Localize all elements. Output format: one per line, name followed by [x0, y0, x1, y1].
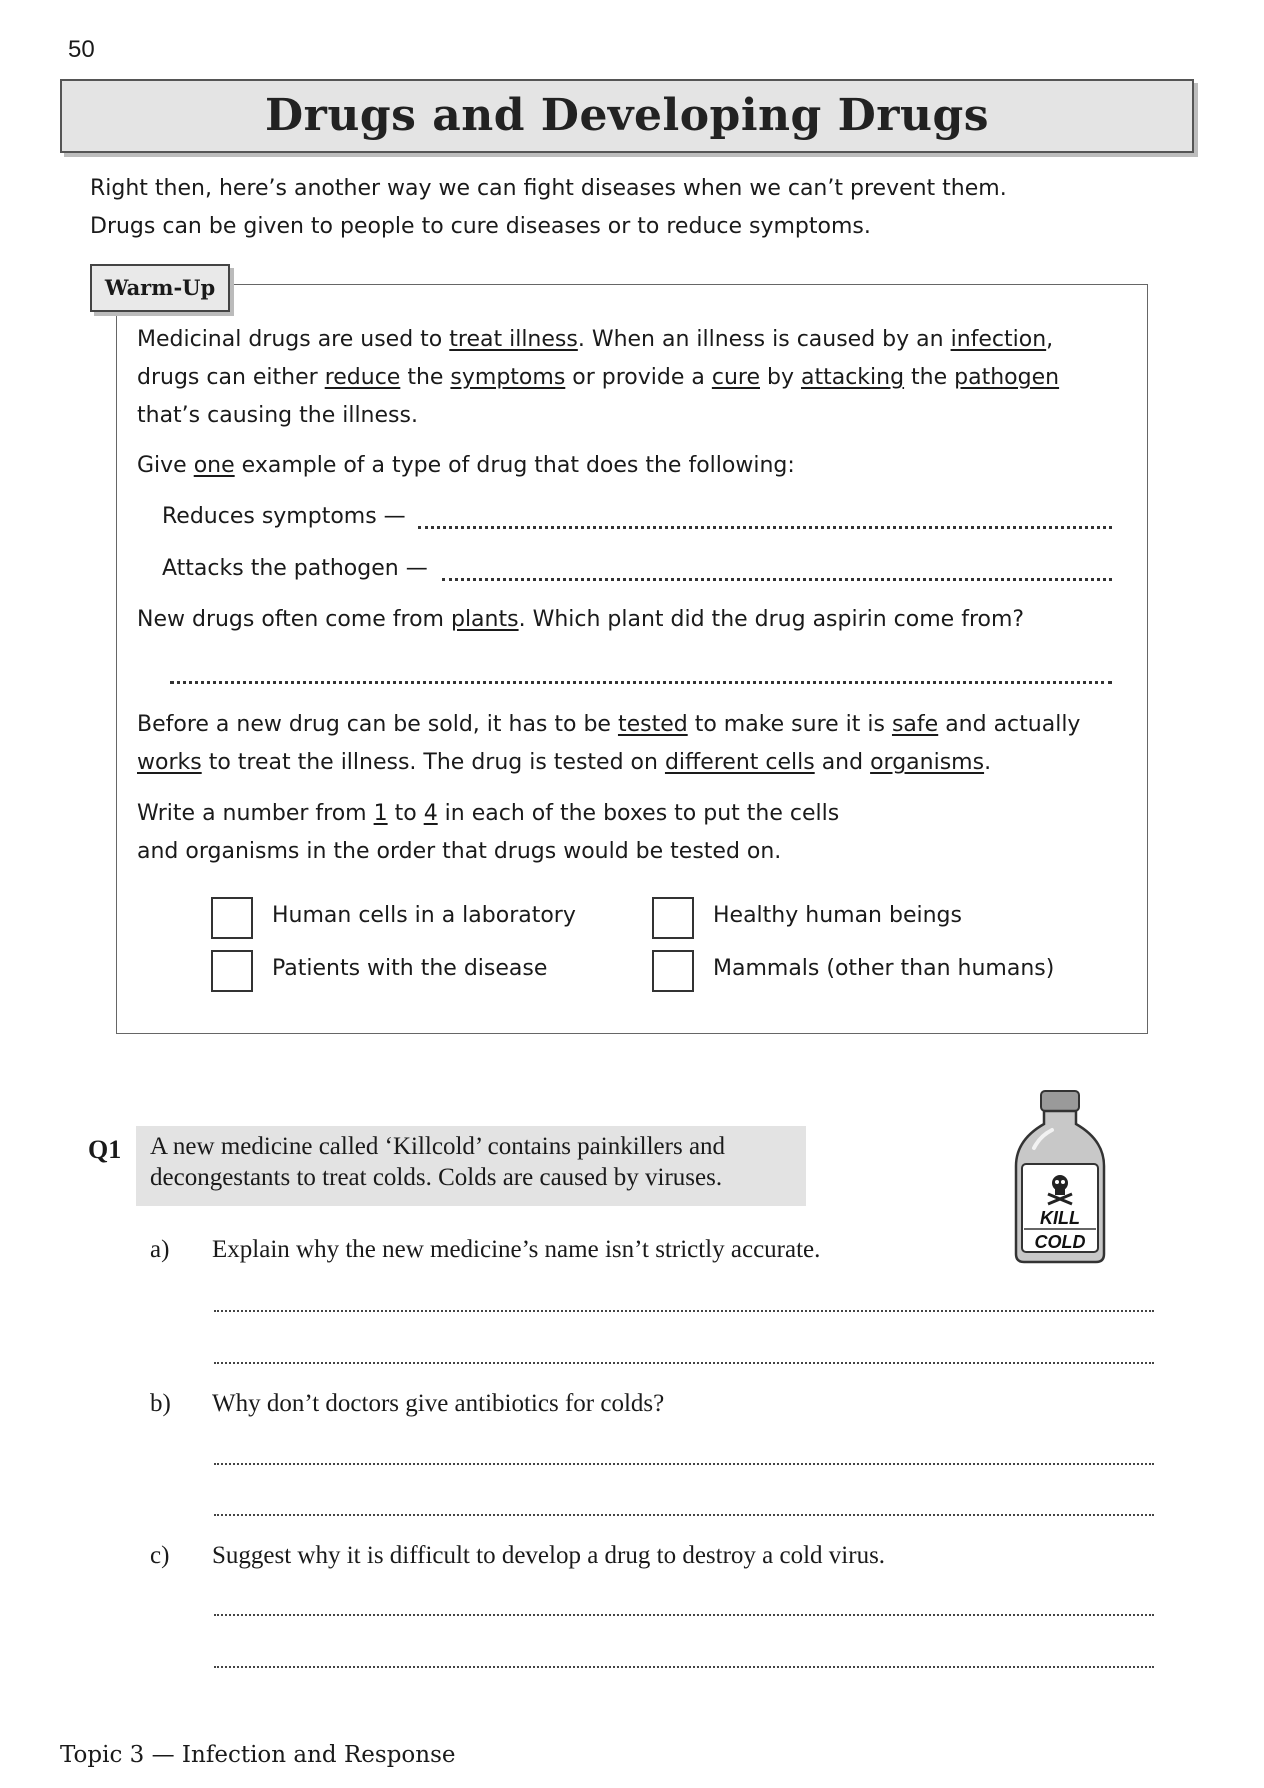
intro-line-2: Drugs can be given to people to cure diseases or to reduce symptoms. [90, 214, 871, 239]
aspirin-answer-line[interactable] [170, 681, 1112, 684]
warmup-text-line: Write a number from 1 to 4 in each of the boxes to put the cells [137, 801, 840, 826]
bottle-label-cold: COLD [1034, 1232, 1086, 1252]
order-box-patients[interactable] [211, 950, 253, 992]
warmup-text-line: drugs can either reduce the symptoms or provide a cure by attacking the pathogen [137, 365, 1060, 390]
part-c-label: c) [150, 1542, 170, 1569]
warmup-text-line: Medicinal drugs are used to treat illness. When an illness is caused by an infection, [137, 327, 1054, 352]
page-title: Drugs and Developing Drugs [265, 90, 989, 141]
warmup-box [116, 284, 1148, 1034]
order-box-mammals[interactable] [652, 950, 694, 992]
part-a-label: a) [150, 1236, 170, 1263]
part-a-answer-line-1[interactable] [214, 1310, 1154, 1312]
order-box-healthy-humans[interactable] [652, 897, 694, 939]
reduces-symptoms-answer-line[interactable] [418, 526, 1112, 529]
attacks-pathogen-label: Attacks the pathogen — [162, 556, 428, 581]
option-human-cells: Human cells in a laboratory [272, 903, 576, 928]
question-stem-line-1: A new medicine called ‘Killcold’ contains painkillers and [150, 1133, 726, 1160]
warmup-text-line: Before a new drug can be sold, it has to be tested to make sure it is safe and actually [137, 712, 1081, 737]
warmup-text-line: works to treat the illness. The drug is tested on different cells and organisms. [137, 750, 992, 775]
part-a-question: Explain why the new medicine’s name isn’t strictly accurate. [212, 1236, 821, 1263]
plants-question: New drugs often come from plants. Which plant did the drug aspirin come from? [137, 607, 1025, 632]
title-banner [60, 79, 1194, 153]
part-b-answer-line-1[interactable] [214, 1463, 1154, 1465]
question-number: Q1 [88, 1135, 122, 1164]
warmup-text-line: that’s causing the illness. [137, 403, 418, 428]
killcold-bottle-illustration [1010, 1088, 1110, 1268]
warmup-prompt: Give one example of a type of drug that does the following: [137, 453, 795, 478]
part-c-answer-line-1[interactable] [214, 1614, 1154, 1616]
question-stem-line-2: decongestants to treat colds. Colds are caused by viruses. [150, 1164, 723, 1191]
intro-line-1: Right then, here’s another way we can fight diseases when we can’t prevent them. [90, 176, 1007, 201]
warmup-text-line: and organisms in the order that drugs would be tested on. [137, 839, 782, 864]
option-patients: Patients with the disease [272, 956, 548, 981]
reduces-symptoms-label: Reduces symptoms — [162, 504, 406, 529]
option-healthy-humans: Healthy human beings [713, 903, 962, 928]
part-c-question: Suggest why it is difficult to develop a drug to destroy a cold virus. [212, 1542, 886, 1569]
part-b-label: b) [150, 1390, 171, 1417]
part-a-answer-line-2[interactable] [214, 1362, 1154, 1364]
part-c-answer-line-2[interactable] [214, 1666, 1154, 1668]
part-b-question: Why don’t doctors give antibiotics for colds? [212, 1390, 665, 1417]
page-number: 50 [68, 36, 95, 63]
order-box-human-cells[interactable] [211, 897, 253, 939]
attacks-pathogen-answer-line[interactable] [442, 578, 1112, 581]
option-mammals: Mammals (other than humans) [713, 956, 1055, 981]
footer-topic: Topic 3 — Infection and Response [60, 1742, 456, 1768]
bottle-label-kill: KILL [1040, 1208, 1080, 1228]
part-b-answer-line-2[interactable] [214, 1514, 1154, 1516]
warmup-label: Warm-Up [90, 264, 230, 312]
